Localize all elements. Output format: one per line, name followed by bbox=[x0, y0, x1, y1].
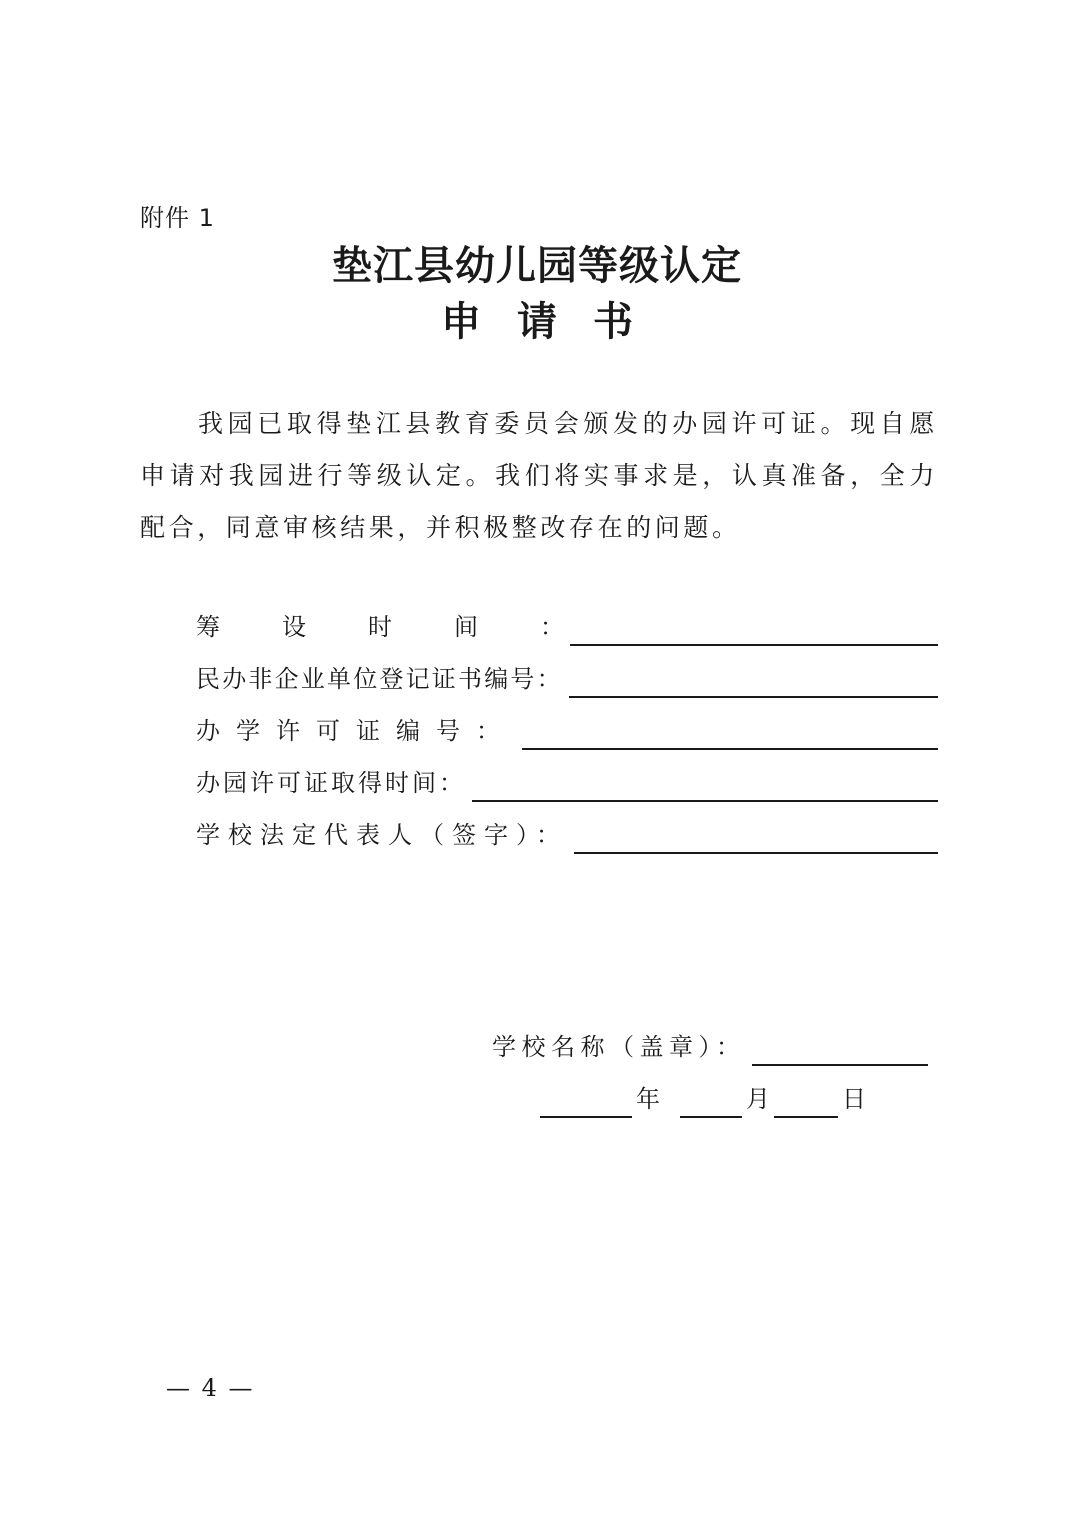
field-school-license-number-label: 办学许可证编号： bbox=[196, 717, 516, 745]
attachment-label: 附件 1 bbox=[140, 204, 215, 232]
document-title: 垫江县幼儿园等级认定 bbox=[332, 242, 742, 289]
document-subtitle: 申请书 bbox=[441, 298, 669, 345]
legal-representative-signature-line[interactable] bbox=[574, 822, 938, 854]
field-founding-time bbox=[196, 606, 938, 646]
school-name-seal-line[interactable] bbox=[752, 1034, 928, 1066]
school-name-seal-row bbox=[492, 1026, 928, 1066]
school-name-seal-label: 学校名称（盖章）： bbox=[492, 1033, 746, 1061]
field-license-obtained-time-label: 办园许可证取得时间： bbox=[196, 769, 466, 797]
school-license-number-input-line[interactable] bbox=[522, 718, 938, 750]
founding-time-input-line[interactable] bbox=[570, 614, 938, 646]
field-founding-time-label: 筹设时间： bbox=[196, 613, 564, 641]
date-row bbox=[540, 1078, 870, 1118]
day-unit: 日 bbox=[842, 1085, 866, 1113]
page-number: — 4 — bbox=[166, 1374, 255, 1402]
field-license-obtained-time bbox=[196, 762, 938, 802]
day-input-line[interactable] bbox=[774, 1086, 838, 1118]
field-legal-representative-signature-label: 学校法定代表人（签字）： bbox=[196, 821, 568, 849]
license-obtained-time-input-line[interactable] bbox=[472, 770, 938, 802]
field-school-license-number bbox=[196, 710, 938, 750]
field-registration-certificate-number-label: 民办非企业单位登记证书编号： bbox=[196, 665, 563, 693]
field-registration-certificate-number bbox=[196, 658, 938, 698]
year-input-line[interactable] bbox=[540, 1086, 632, 1118]
application-paragraph: 我园已取得垫江县教育委员会颁发的办园许可证。现自愿申请对我园进行等级认定。我们将实事求是，认真准备，全力配合，同意审核结果，并积极整改存在的问题。 bbox=[140, 409, 938, 542]
field-legal-representative-signature bbox=[196, 814, 938, 854]
month-unit: 月 bbox=[746, 1085, 770, 1113]
registration-certificate-number-input-line[interactable] bbox=[569, 666, 938, 698]
month-input-line[interactable] bbox=[680, 1086, 742, 1118]
year-unit: 年 bbox=[636, 1085, 660, 1113]
